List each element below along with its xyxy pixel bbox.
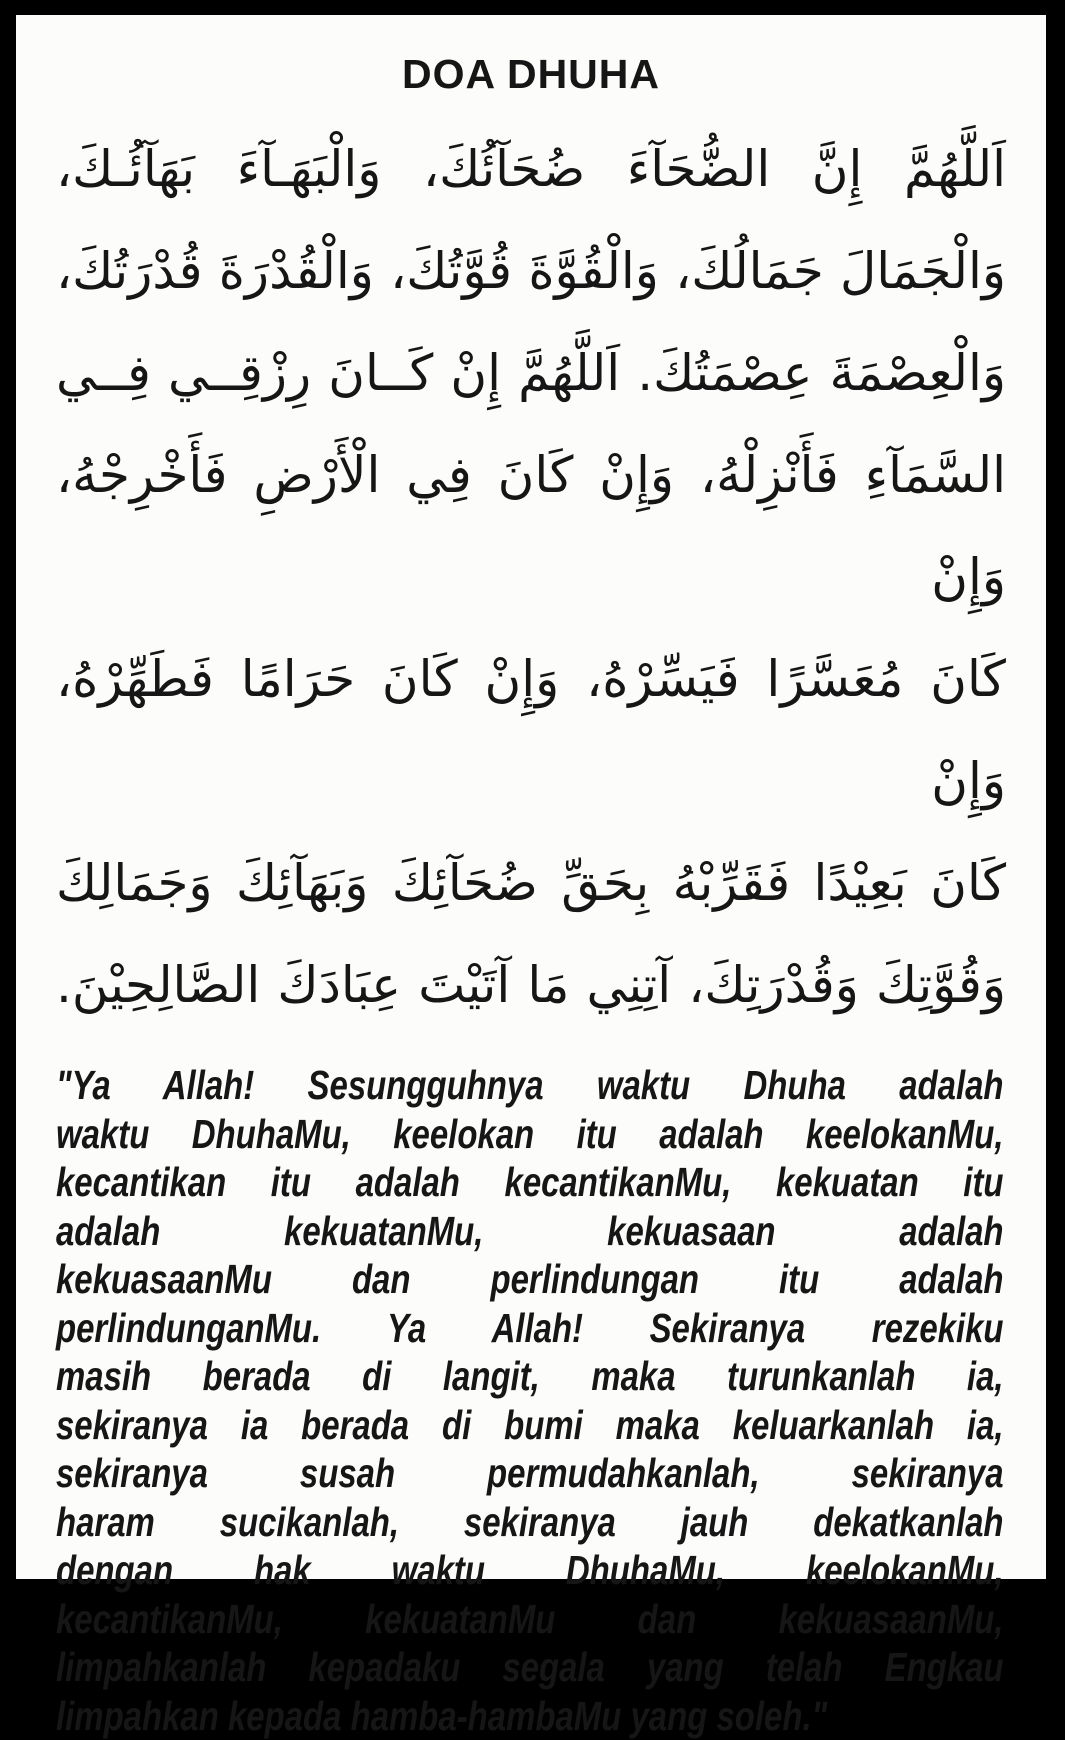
arabic-line: وَقُوَّتِكَ وَقُدْرَتِكَ، آتِنِي مَا آتَيْتَ عِبَادَكَ الصَّالِحِيْنَ. bbox=[56, 934, 1006, 1036]
arabic-line: السَّمَآءِ فَأَنْزِلْهُ، وَإِنْ كَانَ فِي الْأَرْضِ فَأَخْرِجْهُ، وَإِنْ bbox=[56, 424, 1006, 628]
translation-line: limpahkanlah kepadaku segala yang telah Engkau bbox=[56, 1643, 1004, 1692]
translation-line: dengan hak waktu DhuhaMu, keelokanMu, bbox=[56, 1546, 1004, 1595]
translation-line: kekuasaanMu dan perlindungan itu adalah bbox=[56, 1255, 1004, 1304]
translation-line: sekiranya ia berada di bumi maka keluarkanlah ia, bbox=[56, 1401, 1004, 1450]
page-title: DOA DHUHA bbox=[16, 51, 1046, 98]
arabic-line: وَالْجَمَالَ جَمَالُكَ، وَالْقُوَّةَ قُوَّتُكَ، وَالْقُدْرَةَ قُدْرَتُكَ، bbox=[56, 220, 1006, 322]
translation-line: waktu DhuhaMu, keelokan itu adalah keelokanMu, bbox=[56, 1110, 1004, 1159]
arabic-line: اَللَّهُمَّ إِنَّ الضُّحَآءَ ضُحَآئُكَ، وَالْبَهَـآءَ بَهَآئُـكَ، bbox=[56, 118, 1006, 220]
indonesian-translation bbox=[16, 1061, 1046, 1740]
translation-line: haram sucikanlah, sekiranya jauh dekatkanlah bbox=[56, 1498, 1004, 1547]
arabic-line: كَانَ مُعَسَّرًا فَيَسِّرْهُ، وَإِنْ كَانَ حَرَامًا فَطَهِّرْهُ، وَإِنْ bbox=[56, 628, 1006, 832]
translation-line: kecantikanMu, kekuatanMu dan kekuasaanMu, bbox=[56, 1595, 1004, 1644]
translation-line: sekiranya susah permudahkanlah, sekiranya bbox=[56, 1449, 1004, 1498]
arabic-line: كَانَ بَعِيْدًا فَقَرِّبْهُ بِحَقِّ ضُحَآئِكَ وَبَهَآئِكَ وَجَمَالِكَ bbox=[56, 832, 1006, 934]
document-page bbox=[16, 15, 1046, 1579]
arabic-prayer-text bbox=[16, 118, 1046, 1036]
translation-line: masih berada di langit, maka turunkanlah ia, bbox=[56, 1352, 1004, 1401]
translation-line: adalah kekuatanMu, kekuasaan adalah bbox=[56, 1207, 1004, 1256]
arabic-line: وَالْعِصْمَةَ عِصْمَتُكَ. اَللَّهُمَّ إِنْ كَــانَ رِزْقِــي فِــي bbox=[56, 322, 1006, 424]
translation-line: limpahkan kepada hamba-hambaMu yang soleh." bbox=[56, 1692, 1004, 1740]
translation-line: kecantikan itu adalah kecantikanMu, kekuatan itu bbox=[56, 1158, 1004, 1207]
translation-line: "Ya Allah! Sesungguhnya waktu Dhuha adalah bbox=[56, 1061, 1004, 1110]
translation-line: perlindunganMu. Ya Allah! Sekiranya rezekiku bbox=[56, 1304, 1004, 1353]
